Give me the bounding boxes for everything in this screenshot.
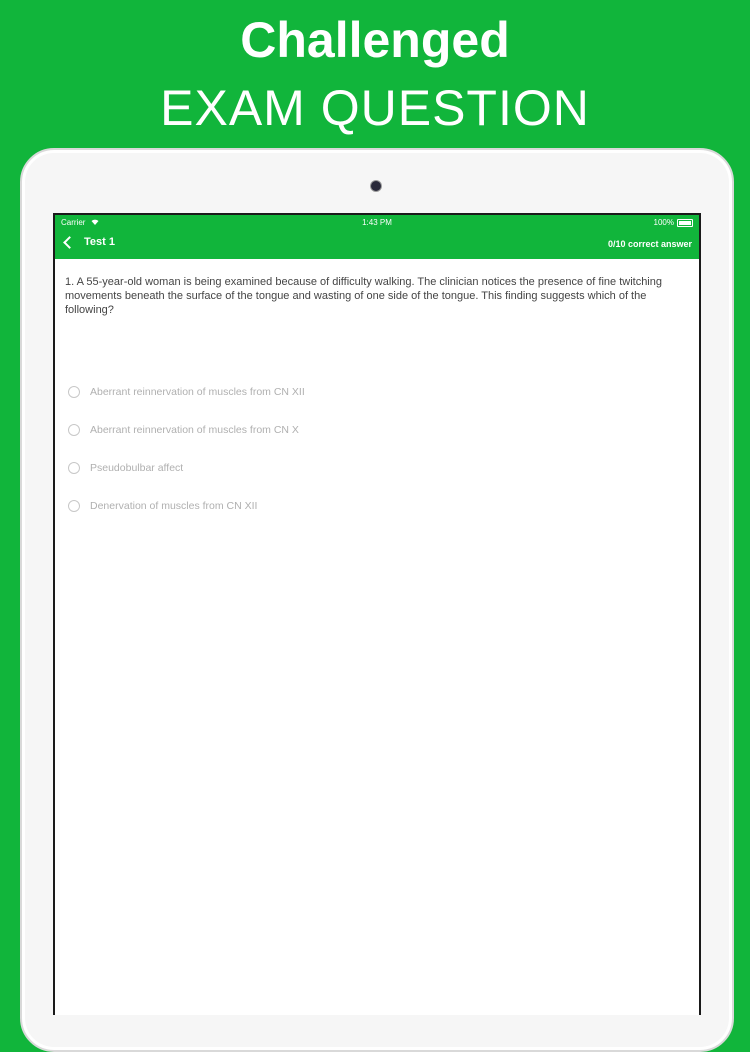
question-text: 1. A 55-year-old woman is being examined because of difficulty walking. The clinician notices the presence of fine twitching movements beneath the surface of the tongue and wasting of one side of the tongue. This finding suggests which of the following? — [65, 276, 662, 316]
status-bar — [55, 215, 699, 230]
chevron-left-icon — [63, 236, 76, 249]
answer-option-1[interactable] — [55, 373, 699, 411]
answer-label: Aberrant reinnervation of muscles from CN X — [90, 424, 299, 436]
camera-icon — [371, 181, 381, 191]
promo-headline: Challenged — [240, 12, 510, 68]
answer-option-4[interactable] — [55, 487, 699, 525]
app-screen — [53, 213, 701, 1015]
page-title: Test 1 — [84, 236, 115, 248]
clock: 1:43 PM — [362, 218, 392, 227]
radio-icon[interactable] — [68, 386, 80, 398]
radio-icon[interactable] — [68, 500, 80, 512]
nav-bar — [55, 230, 699, 259]
battery-icon — [677, 219, 693, 227]
back-button[interactable] — [61, 236, 115, 248]
battery-percent: 100% — [653, 218, 674, 227]
score-counter: 0/10 correct answer — [607, 239, 692, 249]
battery-status — [654, 218, 693, 227]
radio-icon[interactable] — [68, 462, 80, 474]
answer-label: Pseudobulbar affect — [90, 462, 184, 474]
answer-label: Denervation of muscles from CN XII — [90, 500, 258, 512]
answer-option-3[interactable] — [55, 449, 699, 487]
radio-icon[interactable] — [68, 424, 80, 436]
answer-label: Aberrant reinnervation of muscles from CN XII — [90, 386, 305, 398]
promo-subheadline: EXAM QUESTION — [160, 80, 590, 136]
carrier-label: Carrier — [61, 218, 86, 227]
answer-options — [55, 373, 699, 525]
answer-option-2[interactable] — [55, 411, 699, 449]
